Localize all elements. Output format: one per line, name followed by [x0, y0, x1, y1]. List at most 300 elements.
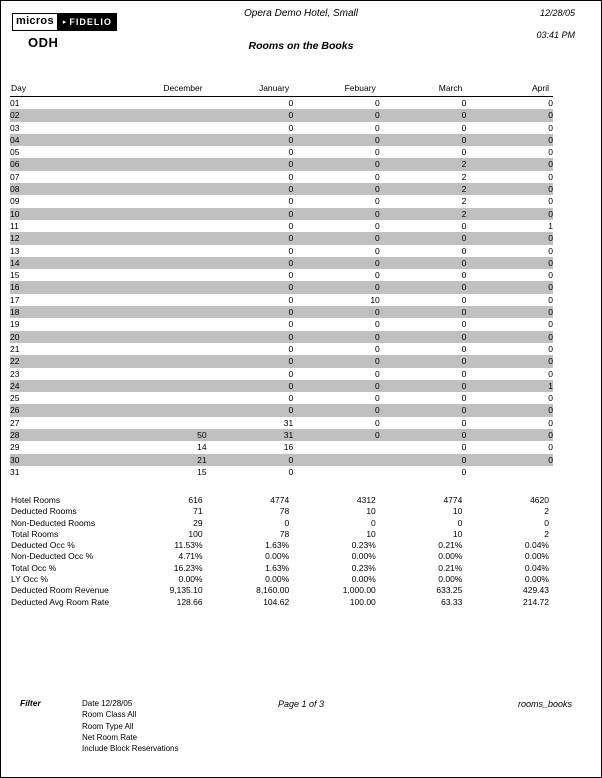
value-cell: 0: [288, 294, 294, 305]
filter-criteria-line: Room Class All: [82, 710, 137, 720]
value-cell: 0: [461, 122, 467, 133]
report-title: Rooms on the Books: [248, 40, 354, 52]
value-cell: 21: [197, 454, 207, 465]
day-cell: 03: [10, 122, 20, 133]
summary-value-cell: 4312: [356, 495, 376, 505]
day-cell: 13: [10, 245, 20, 256]
value-cell: 0: [288, 270, 294, 281]
table-header-row: [10, 83, 553, 97]
value-cell: 0: [461, 134, 467, 145]
summary-value-cell: 0.00%: [178, 574, 203, 585]
summary-row-label: Deducted Avg Room Rate: [11, 596, 110, 607]
value-cell: 0: [548, 442, 553, 453]
value-cell: 0: [288, 233, 294, 244]
value-cell: 0: [548, 245, 553, 256]
value-cell: 0: [375, 171, 380, 182]
value-cell: 0: [375, 307, 380, 318]
value-cell: 0: [375, 282, 380, 293]
value-cell: 0: [288, 196, 294, 207]
table-row: [10, 429, 553, 441]
summary-value-cell: 0.04%: [524, 562, 549, 573]
summary-value-cell: 0.00%: [438, 574, 463, 585]
value-cell: 0: [461, 98, 467, 108]
table-row: [10, 417, 553, 429]
value-cell: 0: [375, 257, 380, 268]
value-cell: 0: [461, 454, 467, 465]
summary-value-cell: 16.23%: [173, 562, 203, 573]
value-cell: 0: [548, 417, 553, 428]
value-cell: 0: [288, 257, 294, 268]
summary-row-label: Deducted Rooms: [11, 506, 77, 517]
value-cell: 0: [461, 380, 467, 391]
value-cell: 2: [461, 196, 467, 207]
value-cell: 0: [548, 110, 553, 121]
summary-value-cell: 100.00: [349, 596, 376, 607]
value-cell: [120, 109, 207, 121]
value-cell: 0: [548, 257, 553, 268]
day-cell: 25: [10, 393, 20, 404]
summary-row-label: LY Occ %: [11, 574, 49, 585]
value-cell: 0: [461, 319, 467, 330]
summary-row-label: Deducted Occ %: [11, 540, 75, 551]
summary-value-cell: 4620: [530, 495, 549, 505]
value-cell: 0: [548, 282, 553, 293]
day-cell: 08: [10, 184, 20, 195]
value-cell: 1: [548, 380, 553, 391]
value-cell: 0: [461, 331, 467, 342]
day-cell: 09: [10, 196, 20, 207]
fidelio-logo-label: FIDELIO: [69, 17, 112, 27]
day-cell: 26: [10, 405, 20, 416]
day-cell: 22: [10, 356, 20, 367]
value-cell: 0: [288, 134, 294, 145]
table-row: [10, 134, 553, 146]
value-cell: 0: [375, 208, 380, 219]
summary-value-cell: 0.00%: [524, 574, 549, 585]
filter-criteria-list: [82, 698, 179, 754]
value-cell: 0: [548, 122, 553, 133]
value-cell: 0: [548, 430, 553, 441]
table-row: [10, 183, 553, 195]
summary-value-cell: 63.33: [441, 596, 463, 607]
day-cell: 15: [10, 270, 20, 281]
value-cell: 0: [288, 343, 294, 354]
day-cell: 02: [10, 110, 20, 121]
summary-value-cell: 128.66: [176, 596, 203, 607]
value-cell: 0: [548, 233, 553, 244]
summary-row-label: Non-Deducted Rooms: [11, 517, 96, 528]
value-cell: 0: [288, 466, 294, 477]
value-cell: 0: [548, 208, 553, 219]
value-cell: 50: [197, 430, 207, 441]
summary-row-label: Deducted Room Revenue: [11, 585, 109, 596]
column-header-march: March: [380, 83, 467, 97]
summary-value-cell: 4.71%: [178, 551, 203, 562]
filter-criteria-line: Date 12/28/05: [82, 699, 133, 708]
value-cell: [120, 380, 207, 392]
value-cell: 0: [461, 147, 467, 158]
value-cell: [120, 220, 207, 232]
summary-row: [10, 597, 553, 608]
summary-row-label: Non-Deducted Occ %: [11, 551, 94, 562]
value-cell: 0: [548, 454, 553, 465]
value-cell: 0: [548, 393, 553, 404]
summary-table: [10, 495, 553, 608]
summary-value-cell: 104.62: [263, 596, 290, 607]
value-cell: [120, 355, 207, 367]
value-cell: [120, 146, 207, 158]
table-row: [10, 220, 553, 232]
value-cell: 0: [375, 270, 380, 281]
value-cell: 0: [548, 159, 553, 170]
table-row: [10, 355, 553, 367]
value-cell: 0: [461, 220, 467, 231]
summary-value-cell: 616: [188, 495, 203, 505]
rooms-table-body: [10, 97, 553, 479]
day-cell: 05: [10, 147, 20, 158]
value-cell: [120, 208, 207, 220]
value-cell: 0: [375, 319, 380, 330]
summary-value-cell: 1,000.00: [342, 585, 376, 596]
summary-value-cell: 0: [544, 517, 549, 528]
value-cell: 0: [288, 405, 294, 416]
table-row: [10, 122, 553, 134]
summary-value-cell: 10: [366, 506, 376, 517]
value-cell: 1: [548, 220, 553, 231]
summary-value-cell: 0.21%: [438, 562, 463, 573]
summary-value-cell: 8,160.00: [256, 585, 290, 596]
value-cell: 0: [548, 147, 553, 158]
value-cell: [120, 171, 207, 183]
value-cell: 0: [375, 134, 380, 145]
table-row: [10, 232, 553, 244]
fidelio-logo-text: [58, 13, 117, 31]
micros-logo-text: micros: [12, 13, 58, 31]
value-cell: [293, 454, 380, 466]
value-cell: [120, 245, 207, 257]
value-cell: 0: [288, 147, 294, 158]
summary-row: [10, 529, 553, 540]
value-cell: 0: [288, 331, 294, 342]
day-cell: 18: [10, 307, 20, 318]
value-cell: [120, 122, 207, 134]
summary-value-cell: 10: [452, 506, 463, 517]
summary-row: [10, 585, 553, 596]
value-cell: [120, 417, 207, 429]
table-row: [10, 466, 553, 478]
summary-value-cell: 2: [544, 528, 549, 539]
summary-value-cell: 4774: [443, 495, 463, 505]
table-row: [10, 195, 553, 207]
summary-value-cell: 0.04%: [524, 540, 549, 551]
value-cell: 0: [461, 430, 467, 441]
property-code: ODH: [28, 35, 59, 50]
day-cell: 06: [10, 159, 20, 170]
day-cell: 31: [10, 466, 20, 477]
value-cell: 0: [288, 122, 294, 133]
table-row: [10, 109, 553, 121]
value-cell: [120, 232, 207, 244]
value-cell: [120, 294, 207, 306]
value-cell: 0: [375, 380, 380, 391]
value-cell: 0: [288, 368, 294, 379]
value-cell: 0: [548, 184, 553, 195]
table-row: [10, 454, 553, 466]
value-cell: 0: [288, 245, 294, 256]
summary-value-cell: 0.00%: [524, 551, 549, 562]
hotel-name: Opera Demo Hotel, Small: [244, 8, 358, 19]
value-cell: 2: [461, 184, 467, 195]
table-row: [10, 392, 553, 404]
value-cell: [120, 183, 207, 195]
logo-arrow-icon: ▸: [62, 19, 68, 26]
value-cell: 0: [288, 184, 294, 195]
value-cell: 31: [283, 430, 294, 441]
table-row: [10, 331, 553, 343]
summary-value-cell: 10: [366, 528, 376, 539]
summary-value-cell: 0.00%: [265, 551, 290, 562]
summary-value-cell: 0.23%: [351, 562, 376, 573]
value-cell: 0: [375, 220, 380, 231]
summary-value-cell: 0.00%: [265, 574, 290, 585]
value-cell: 0: [288, 110, 294, 121]
value-cell: 0: [375, 417, 380, 428]
summary-row: [10, 563, 553, 574]
value-cell: 0: [548, 307, 553, 318]
value-cell: [120, 134, 207, 146]
value-cell: 0: [461, 343, 467, 354]
value-cell: 0: [375, 147, 380, 158]
summary-row: [10, 574, 553, 585]
day-cell: 27: [10, 417, 20, 428]
value-cell: 0: [288, 171, 294, 182]
table-row: [10, 245, 553, 257]
summary-row-label: Total Occ %: [11, 562, 57, 573]
value-cell: 0: [375, 368, 380, 379]
table-row: [10, 318, 553, 330]
value-cell: 16: [283, 442, 294, 453]
value-cell: 2: [461, 159, 467, 170]
filter-criteria-line: Include Block Reservations: [82, 744, 179, 754]
summary-row: [10, 551, 553, 562]
summary-value-cell: 100: [188, 528, 203, 539]
micros-fidelio-logo: [12, 13, 117, 31]
report-time: 03:41 PM: [536, 30, 575, 40]
value-cell: 0: [288, 220, 294, 231]
value-cell: 2: [461, 171, 467, 182]
value-cell: 31: [283, 417, 294, 428]
table-row: [10, 208, 553, 220]
value-cell: 0: [548, 319, 553, 330]
value-cell: 0: [548, 171, 553, 182]
summary-value-cell: 0: [284, 517, 290, 528]
summary-value-cell: 11.53%: [174, 540, 203, 551]
value-cell: 0: [375, 245, 380, 256]
value-cell: 0: [375, 405, 380, 416]
day-cell: 14: [10, 257, 20, 268]
value-cell: 0: [288, 208, 294, 219]
day-cell: 12: [10, 233, 20, 244]
summary-value-cell: 1.63%: [265, 562, 290, 573]
value-cell: 0: [288, 307, 294, 318]
value-cell: 0: [461, 282, 467, 293]
table-row: [10, 404, 553, 416]
table-row: [10, 368, 553, 380]
value-cell: 10: [370, 294, 380, 305]
value-cell: 0: [461, 110, 467, 121]
summary-row: [10, 518, 553, 529]
value-cell: 0: [288, 380, 294, 391]
value-cell: [120, 257, 207, 269]
day-cell: 20: [10, 331, 20, 342]
value-cell: [293, 441, 380, 453]
table-row: [10, 380, 553, 392]
column-header-day: Day: [10, 83, 120, 97]
value-cell: 0: [375, 184, 380, 195]
value-cell: [466, 466, 553, 478]
value-cell: [120, 306, 207, 318]
summary-value-cell: 0: [457, 517, 463, 528]
table-row: [10, 257, 553, 269]
value-cell: 0: [548, 343, 553, 354]
value-cell: 0: [375, 159, 380, 170]
value-cell: [120, 331, 207, 343]
day-cell: 28: [10, 430, 20, 441]
summary-value-cell: 429.43: [523, 585, 549, 596]
table-row: [10, 441, 553, 453]
value-cell: [120, 392, 207, 404]
day-cell: 16: [10, 282, 20, 293]
value-cell: 0: [461, 405, 467, 416]
value-cell: [120, 343, 207, 355]
summary-value-cell: 2: [544, 506, 549, 517]
table-row: [10, 306, 553, 318]
value-cell: 0: [461, 257, 467, 268]
value-cell: 2: [461, 208, 467, 219]
summary-value-cell: 9,135.10: [169, 585, 203, 596]
day-cell: 01: [10, 98, 20, 108]
table-row: [10, 281, 553, 293]
value-cell: 0: [375, 196, 380, 207]
value-cell: 0: [375, 331, 380, 342]
value-cell: [120, 281, 207, 293]
table-row: [10, 146, 553, 158]
column-header-febuary: Febuary: [293, 83, 380, 97]
summary-value-cell: 0.21%: [438, 540, 463, 551]
value-cell: 0: [288, 356, 294, 367]
value-cell: 0: [461, 294, 467, 305]
value-cell: 0: [375, 122, 380, 133]
value-cell: 0: [548, 98, 553, 108]
value-cell: 0: [375, 343, 380, 354]
value-cell: [120, 158, 207, 170]
value-cell: 0: [288, 454, 294, 465]
summary-value-cell: 1.63%: [265, 540, 290, 551]
summary-value-cell: 0: [371, 517, 376, 528]
day-cell: 29: [10, 442, 20, 453]
summary-value-cell: 10: [452, 528, 463, 539]
table-row: [10, 158, 553, 170]
value-cell: 0: [375, 98, 380, 108]
value-cell: 0: [461, 393, 467, 404]
value-cell: 15: [197, 466, 207, 477]
column-header-december: December: [120, 83, 207, 97]
value-cell: [120, 404, 207, 416]
value-cell: 0: [461, 270, 467, 281]
value-cell: [120, 97, 207, 110]
summary-value-cell: 0.00%: [438, 551, 463, 562]
value-cell: 0: [288, 159, 294, 170]
value-cell: 0: [288, 393, 294, 404]
day-cell: 30: [10, 454, 20, 465]
value-cell: 0: [375, 356, 380, 367]
summary-row: [10, 506, 553, 517]
summary-row-label: Total Rooms: [11, 528, 59, 539]
column-header-april: April: [466, 83, 553, 97]
value-cell: 0: [548, 331, 553, 342]
day-cell: 07: [10, 171, 20, 182]
day-cell: 10: [10, 208, 20, 219]
summary-value-cell: 0.00%: [351, 551, 376, 562]
summary-value-cell: 71: [193, 506, 203, 517]
value-cell: [120, 318, 207, 330]
rooms-on-books-table: [10, 83, 553, 478]
report-date: 12/28/05: [539, 8, 575, 18]
summary-value-cell: 0.00%: [351, 574, 376, 585]
report-file-name: rooms_books: [517, 699, 572, 709]
filter-label: Filter: [20, 698, 41, 708]
table-row: [10, 294, 553, 306]
value-cell: 0: [461, 368, 467, 379]
value-cell: 0: [461, 442, 467, 453]
summary-value-cell: 78: [279, 528, 290, 539]
filter-criteria-line: Net Room Rate: [82, 732, 138, 742]
day-cell: 21: [10, 343, 20, 354]
value-cell: 0: [288, 98, 294, 108]
value-cell: 0: [375, 233, 380, 244]
summary-row: [10, 495, 553, 506]
summary-table-body: [10, 495, 553, 608]
summary-value-cell: 214.72: [523, 596, 549, 607]
table-row: [10, 269, 553, 281]
value-cell: 14: [197, 442, 207, 453]
value-cell: 0: [461, 356, 467, 367]
value-cell: 0: [548, 134, 553, 145]
column-header-january: January: [207, 83, 294, 97]
table-row: [10, 171, 553, 183]
value-cell: 0: [461, 233, 467, 244]
value-cell: 0: [288, 282, 294, 293]
day-cell: 23: [10, 368, 20, 379]
day-cell: 04: [10, 134, 20, 145]
summary-value-cell: 633.25: [436, 585, 463, 596]
summary-value-cell: 0.23%: [351, 540, 376, 551]
value-cell: 0: [375, 110, 380, 121]
value-cell: 0: [461, 466, 467, 477]
value-cell: 0: [548, 356, 553, 367]
summary-value-cell: 78: [279, 506, 290, 517]
value-cell: 0: [548, 368, 553, 379]
day-cell: 11: [10, 220, 19, 231]
day-cell: 24: [10, 380, 20, 391]
day-cell: 17: [10, 294, 20, 305]
value-cell: 0: [461, 417, 467, 428]
summary-row: [10, 540, 553, 551]
value-cell: 0: [461, 245, 467, 256]
value-cell: [293, 466, 380, 478]
value-cell: 0: [548, 196, 553, 207]
value-cell: 0: [548, 405, 553, 416]
